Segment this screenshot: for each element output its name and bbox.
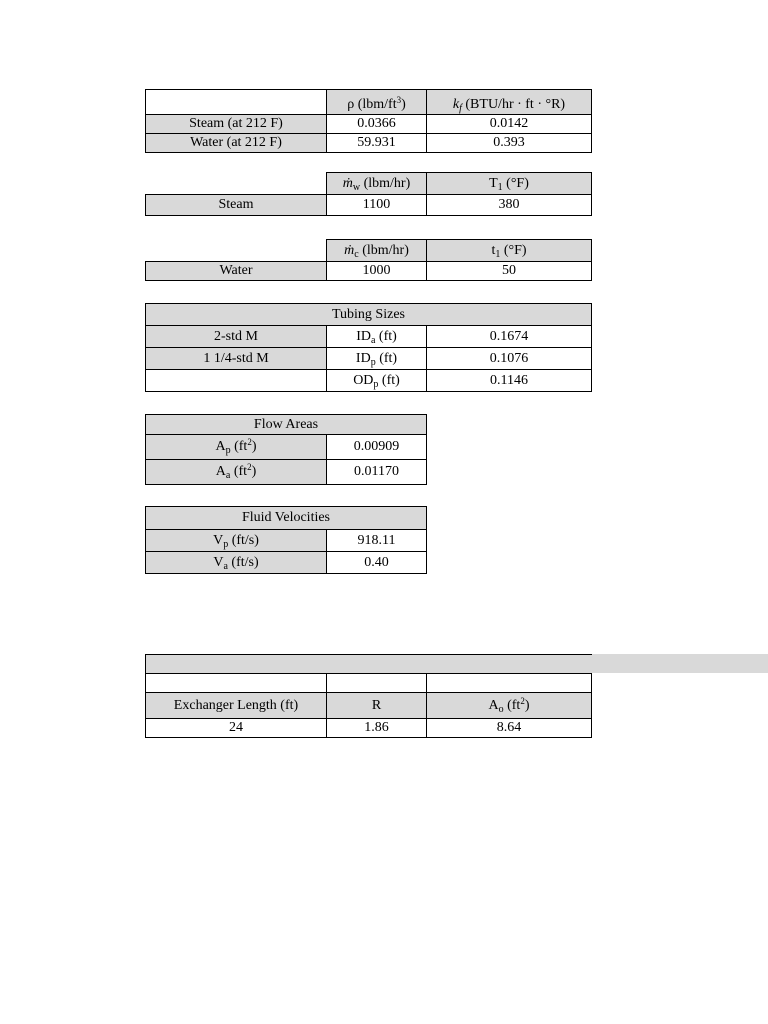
flow-area-value: 0.01170 [327,460,427,485]
table-row [146,195,592,216]
flow-areas-title: Flow Areas [146,415,427,435]
steam-property-label: Steam (at 212 F) [146,115,327,134]
tubing-dim-label: $ID_p$ (ft) [327,348,427,370]
water-property-label: Water (at 212 F) [146,134,327,153]
exchanger-title-overflow [592,654,768,673]
flow-area-label: $A_a$ $(ft^2)$ [146,460,327,485]
steam-table [145,172,592,216]
tubing-name-empty [146,370,327,392]
table-row [146,348,592,370]
exchanger-table [145,654,592,738]
velocities-title: Fluid Velocities [146,507,427,530]
steam-label: Steam [146,195,327,216]
velocity-label: $V_a$ (ft/s) [146,552,327,574]
water-temp-value: 50 [427,262,592,281]
steam-conductivity-value: 0.0142 [427,115,592,134]
r-value: 1.86 [327,719,427,738]
table-row [146,460,427,485]
tubing-sizes-table [145,303,592,392]
empty-cell [146,674,327,693]
velocity-label: $V_p$ (ft/s) [146,530,327,552]
water-header-row [146,240,592,262]
flow-area-label: $A_p$ $(ft^2)$ [146,435,327,460]
empty-cell [327,674,427,693]
exchanger-length-header: Exchanger Length (ft) [146,693,327,719]
water-corner-cell [146,240,327,262]
tubing-dim-value: 0.1146 [427,370,592,392]
exchanger-spacer-row [146,674,592,693]
properties-header-row [146,90,592,115]
exchanger-title [146,655,592,674]
flow-areas-table [145,414,427,485]
exchanger-title-row [146,655,592,674]
tubing-title: Tubing Sizes [146,304,592,326]
table-row [146,326,592,348]
outer-area-value: 8.64 [427,719,592,738]
steam-temp-header: $T_1$ (°F) [427,173,592,195]
table-row [146,530,427,552]
tubing-name-outer: 2-std M [146,326,327,348]
properties-table [145,89,592,153]
water-label: Water [146,262,327,281]
water-conductivity-value: 0.393 [427,134,592,153]
water-flow-value: 1000 [327,262,427,281]
flow-areas-title-row [146,415,427,435]
steam-temp-value: 380 [427,195,592,216]
water-flow-header: ṁ$_c$ (lbm/hr) [327,240,427,262]
steam-density-value: 0.0366 [327,115,427,134]
outer-area-header: $A_o$ $(ft^2)$ [427,693,592,719]
table-row [146,719,592,738]
water-temp-header: $t_1$ (°F) [427,240,592,262]
conductivity-header: $k_f$ (BTU/hr · ft · °R) [427,90,592,115]
table-row [146,552,427,574]
water-density-value: 59.931 [327,134,427,153]
steam-header-row [146,173,592,195]
tubing-dim-label: $ID_a$ (ft) [327,326,427,348]
table-row [146,262,592,281]
tubing-name-inner: 1 1/4-std M [146,348,327,370]
exchanger-length-value: 24 [146,719,327,738]
velocity-value: 918.11 [327,530,427,552]
flow-area-value: 0.00909 [327,435,427,460]
velocity-value: 0.40 [327,552,427,574]
steam-flow-value: 1100 [327,195,427,216]
water-table [145,239,592,281]
r-header: R [327,693,427,719]
exchanger-header-row [146,693,592,719]
empty-cell [427,674,592,693]
tubing-dim-value: 0.1674 [427,326,592,348]
density-header: ρ $(lbm/ft^3)$ [327,90,427,115]
table-row [146,435,427,460]
fluid-velocities-table [145,506,427,574]
tubing-dim-value: 0.1076 [427,348,592,370]
velocities-title-row [146,507,427,530]
table-row [146,370,592,392]
tubing-title-row [146,304,592,326]
tubing-dim-label: $OD_p$ (ft) [327,370,427,392]
steam-corner-cell [146,173,327,195]
steam-flow-header: ṁ$_w$ (lbm/hr) [327,173,427,195]
table-row [146,115,592,134]
table-row [146,134,592,153]
properties-corner-cell [146,90,327,115]
